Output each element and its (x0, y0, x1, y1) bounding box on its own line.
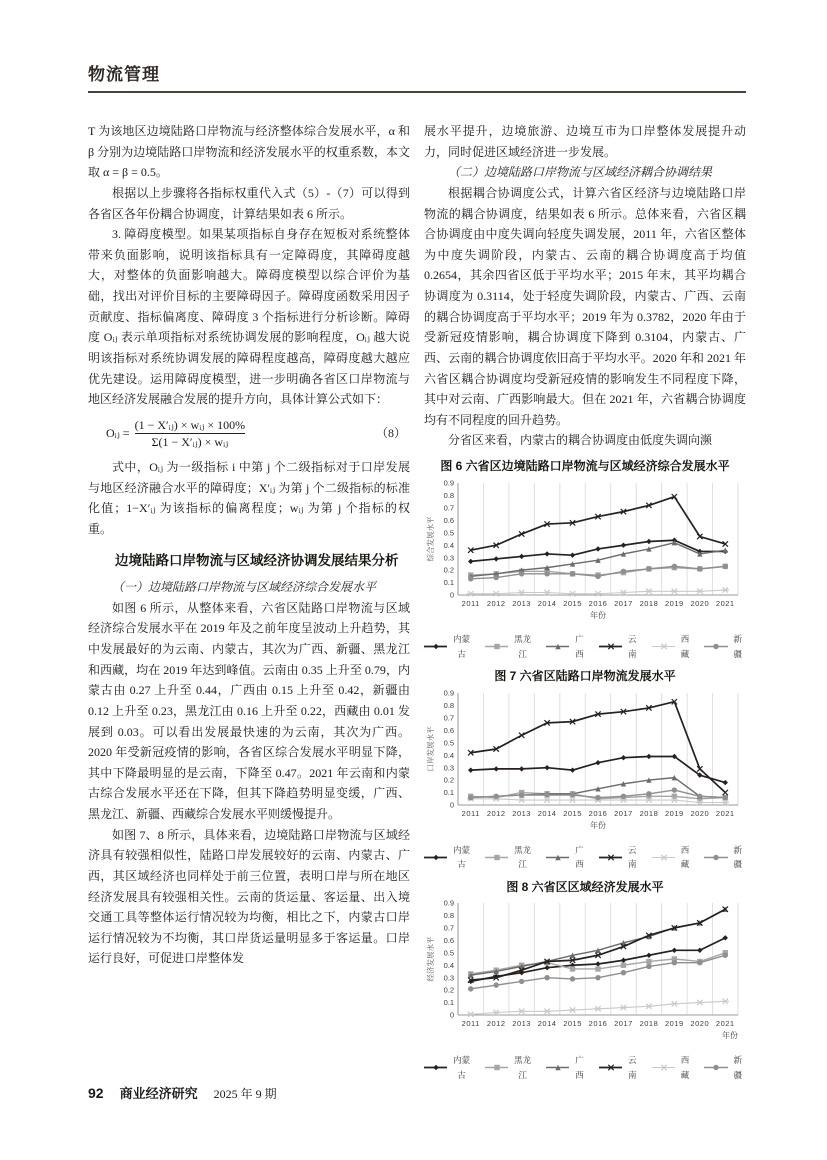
figure-6-chart (424, 477, 746, 662)
svg-text:0.6: 0.6 (443, 936, 454, 946)
svg-text:2017: 2017 (614, 1019, 633, 1029)
svg-text:2019: 2019 (665, 598, 684, 608)
legend-item (704, 632, 746, 661)
svg-text:2012: 2012 (486, 809, 506, 819)
legend-label: 黑龙江 (514, 634, 532, 659)
svg-text:0.6: 0.6 (443, 725, 454, 735)
page-body (88, 60, 746, 1082)
legend-label: 西藏 (680, 1055, 690, 1080)
figure-8 (424, 880, 746, 1082)
paragraph: 展水平提升，边境旅游、边境互市为口岸整体发展提升动力，同时促进区域经济进一步发展。 (424, 124, 746, 159)
svg-text:0.9: 0.9 (443, 688, 454, 698)
legend-label: 云南 (628, 1055, 637, 1080)
paragraph: 根据耦合协调度公式，计算六省区经济与边境陆路口岸物流的耦合协调度，结果如表 6 所示。总体来看，六省区耦合协调度由中度失调向轻度失调发展，2011 年，六省区整体为中度失调阶段，内蒙古、云南的耦合协调度高于均值 0.2654，其余四省区低于平均水平；2015 年末，其平均耦合协调度为 0.3114，处于轻度失调阶段，内蒙古、广西、云南的耦合协调度高于平均水平；2019 年为 0.3782，2020 年由于受新冠疫情影响，耦合协调度下降到 0.3104，内蒙古、广西、云南的耦合协调度依旧高于平均水平。2020 年和 2021 年六省区耦合协调度均受新冠疫情的影响发生不同程度下降，其中对云南、广西影响最大。但在 2021 年，六省耦合协调度均有不同程度的回升趋势。 (424, 185, 746, 427)
journal-issue: 2025 年 9 期 (213, 1087, 277, 1101)
svg-text:2012: 2012 (486, 598, 506, 608)
svg-text:0.4: 0.4 (443, 750, 454, 760)
chart-legend (424, 1053, 746, 1082)
sub-heading-1: （一）边境陆路口岸物流与区域经济综合发展水平 (112, 580, 377, 595)
svg-text:2019: 2019 (665, 1019, 684, 1029)
svg-text:2015: 2015 (563, 598, 582, 608)
legend-item (424, 632, 474, 661)
figure-6 (424, 459, 746, 661)
x-axis-label: 年份 (590, 610, 606, 620)
legend-label: 云南 (628, 634, 637, 659)
legend-label: 内蒙古 (453, 634, 471, 659)
legend-marker-icon (546, 1063, 569, 1072)
figure-7 (424, 669, 746, 871)
equation-fraction (135, 417, 246, 450)
svg-text:2013: 2013 (512, 809, 531, 819)
svg-text:0.7: 0.7 (443, 503, 454, 513)
series-西藏 (467, 999, 729, 1017)
legend-item (485, 1053, 535, 1082)
svg-text:0.1: 0.1 (443, 577, 454, 587)
legend-marker-icon (599, 1063, 622, 1072)
svg-text:2011: 2011 (461, 1019, 480, 1029)
right-column (424, 121, 746, 1082)
svg-text:2021: 2021 (715, 809, 735, 819)
page-footer (88, 1083, 746, 1102)
paragraph: 分省区来看，内蒙古的耦合协调度由低度失调向濒 (448, 433, 713, 448)
figure-8-chart (424, 897, 746, 1082)
legend-label: 广西 (575, 1055, 584, 1080)
chart-legend (424, 632, 746, 661)
svg-text:2020: 2020 (690, 1019, 710, 1029)
legend-label: 广西 (575, 844, 584, 870)
svg-text:2020: 2020 (690, 809, 710, 819)
svg-text:2016: 2016 (588, 809, 608, 819)
legend-marker-icon (485, 853, 508, 862)
x-axis-label: 年份 (722, 1031, 738, 1041)
legend-item (599, 1053, 641, 1082)
y-axis-label: 口岸发展水平 (426, 726, 435, 772)
svg-text:2018: 2018 (639, 1019, 659, 1029)
chart-legend (424, 843, 746, 872)
figure-8-caption: 图 8 六省区区域经济发展水平 (506, 879, 664, 894)
series-云南 (468, 699, 728, 795)
legend-item (652, 843, 694, 872)
legend-marker-icon (704, 642, 727, 651)
y-axis-label: 综合发展水平 (426, 516, 435, 562)
legend-label: 新疆 (733, 634, 743, 659)
equation-denominator: Σ(1 − X′ᵢⱼ) × wᵢⱼ (135, 433, 246, 450)
legend-item (652, 632, 694, 661)
two-column-layout (88, 121, 746, 1082)
svg-text:0.4: 0.4 (443, 540, 454, 550)
svg-text:0.5: 0.5 (443, 527, 454, 537)
legend-item (546, 843, 588, 872)
legend-label: 西藏 (680, 844, 690, 870)
svg-text:0.3: 0.3 (443, 763, 454, 773)
svg-text:0.2: 0.2 (443, 986, 454, 996)
legend-item (546, 1053, 588, 1082)
equation-numerator: (1 − X′ᵢⱼ) × wᵢⱼ × 100% (134, 417, 246, 432)
svg-text:2020: 2020 (690, 598, 710, 608)
legend-marker-icon (424, 853, 447, 862)
legend-marker-icon (485, 1063, 508, 1072)
left-column (88, 121, 410, 1082)
svg-text:0.2: 0.2 (443, 565, 454, 575)
legend-label: 广西 (575, 634, 584, 659)
legend-label: 云南 (628, 844, 637, 870)
legend-item (546, 632, 588, 661)
svg-text:2012: 2012 (486, 1019, 506, 1029)
svg-text:0.1: 0.1 (443, 998, 454, 1008)
svg-text:0.4: 0.4 (443, 961, 454, 971)
legend-item (485, 632, 535, 661)
equation-number: （8） (375, 426, 406, 441)
svg-text:2016: 2016 (588, 1019, 608, 1029)
chart-canvas (424, 897, 746, 1045)
svg-text:0: 0 (449, 800, 454, 810)
legend-marker-icon (652, 642, 675, 651)
svg-text:2018: 2018 (639, 809, 659, 819)
legend-marker-icon (599, 642, 622, 651)
column-section-header: 物流管理 (88, 60, 746, 93)
svg-text:2017: 2017 (614, 809, 633, 819)
legend-label: 西藏 (680, 634, 690, 659)
svg-text:2011: 2011 (461, 598, 480, 608)
svg-text:2016: 2016 (588, 598, 608, 608)
legend-label: 新疆 (733, 1055, 743, 1080)
equation-8 (106, 417, 410, 450)
legend-item (652, 1053, 694, 1082)
legend-marker-icon (485, 642, 508, 651)
paragraph: 如图 6 所示，从整体来看，六省区陆路口岸物流与区域经济综合发展水平在 2019 年及之前年度呈波动上升趋势，其中发展最好的为云南、内蒙古，其次为广西、新疆、黑龙江和西藏，均在 2019 年达到峰值。云南由 0.35 上升至 0.79，内蒙古由 0.27 上升至 0.44，广西由 0.15 上升至 0.42，新疆由 0.12 上升至 0.23，黑龙江由 0.16 上升至 0.22，西藏由 0.01 发展到 0.03。可以看出发展最快速的为云南，其次为广西。2020 年受新冠疫情的影响，各省区综合发展水平明显下降，其中下降最明显的是云南，下降至 0.47。2021 年云南和内蒙古综合发展水平还在下降，但其下降趋势明显变缓，广西、黑龙江、新疆、西藏综合发展水平则缓慢提升。 (88, 600, 410, 822)
section-heading: 边境陆路口岸物流与区域经济协调发展结果分析 (115, 552, 399, 568)
legend-item (424, 1053, 474, 1082)
legend-marker-icon (704, 1063, 727, 1072)
svg-text:2013: 2013 (512, 1019, 531, 1029)
legend-label: 内蒙古 (453, 844, 471, 870)
legend-marker-icon (546, 642, 569, 651)
svg-text:2014: 2014 (537, 1019, 557, 1029)
series-新疆 (468, 953, 728, 992)
legend-label: 黑龙江 (514, 1055, 532, 1080)
svg-text:2013: 2013 (512, 598, 531, 608)
svg-text:0.9: 0.9 (443, 478, 454, 488)
figure-6-caption: 图 6 六省区边境陆路口岸物流与区域经济综合发展水平 (440, 459, 730, 473)
svg-text:2015: 2015 (563, 1019, 582, 1029)
paragraph: 根据以上步骤将各指标权重代入式（5）-（7）可以得到各省区各年份耦合协调度，计算结果如表 6 所示。 (88, 185, 410, 221)
legend-marker-icon (599, 853, 622, 862)
svg-text:2018: 2018 (639, 598, 659, 608)
svg-text:0: 0 (449, 1011, 454, 1021)
legend-item (704, 843, 746, 872)
legend-marker-icon (652, 853, 675, 862)
equation-lhs: Oᵢⱼ = (106, 426, 130, 441)
legend-label: 内蒙古 (453, 1055, 471, 1080)
paragraph: 3. 障碍度模型。如果某项指标自身存在短板对系统整体带来负面影响，说明该指标具有一定障碍度，其障碍度越大，对整体的负面影响越大。障碍度模型以综合评价为基础，找出对评价目标的主要障碍因子。障碍度函数采用因子贡献度、指标偏离度、障碍度 3 个指标进行分析诊断。障碍度 Oᵢⱼ 表示单项指标对系统协调发展的影响程度，Oᵢⱼ 越大说明该指标对系统协调发展的障碍程度越高，障碍度越大越应优先建设。运用障碍度模型，进一步明确各省区口岸物流与地区经济发展融合发展的提升方向，具体计算公式如下： (88, 227, 410, 407)
figure-7-chart (424, 687, 746, 872)
legend-marker-icon (424, 642, 447, 651)
svg-text:0.3: 0.3 (443, 552, 454, 562)
svg-text:2014: 2014 (537, 598, 557, 608)
figure-7-caption: 图 7 六省区陆路口岸物流发展水平 (494, 669, 676, 684)
chart-canvas (424, 687, 746, 835)
svg-text:2015: 2015 (563, 809, 582, 819)
svg-text:2021: 2021 (715, 598, 735, 608)
svg-text:2017: 2017 (614, 598, 633, 608)
paragraph: T 为该地区边境陆路口岸物流与经济整体综合发展水平，α 和 β 分别为边境陆路口岸物流和经济发展水平的权重系数，本文取 α = β = 0.5。 (88, 124, 410, 180)
svg-text:0: 0 (449, 590, 454, 600)
svg-text:2019: 2019 (665, 809, 684, 819)
svg-text:0.5: 0.5 (443, 948, 454, 958)
sub-heading-2: （二）边境陆路口岸物流与区域经济耦合协调结果 (448, 165, 713, 180)
legend-marker-icon (704, 853, 727, 862)
series-云南 (468, 494, 728, 553)
paragraph: 如图 7、8 所示，具体来看，边境陆路口岸物流与区域经济具有较强相似性，陆路口岸发展较好的云南、内蒙古、广西，其区域经济也同样处于前三位置，表明口岸与所在地区经济发展具有较强相关性。云南的货运量、客运量、出入境交通工具等整体运行情况较为均衡，相比之下，内蒙古口岸运行情况较为不均衡，其口岸货运量明显多于客运量。口岸运行良好，可促进口岸整体发 (88, 827, 410, 966)
svg-text:0.8: 0.8 (443, 911, 454, 921)
legend-item (599, 632, 641, 661)
svg-text:0.8: 0.8 (443, 701, 454, 711)
legend-label: 黑龙江 (514, 844, 532, 870)
svg-text:2011: 2011 (461, 809, 480, 819)
page-number: 92 (88, 1085, 104, 1101)
legend-marker-icon (652, 1063, 675, 1072)
legend-item (485, 843, 535, 872)
svg-text:2014: 2014 (537, 809, 557, 819)
svg-text:0.5: 0.5 (443, 738, 454, 748)
svg-text:2021: 2021 (715, 1019, 735, 1029)
paragraph: 式中，Oᵢⱼ 为一级指标 i 中第 j 个二级指标对于口岸发展与地区经济融合水平的障碍度；X′ᵢⱼ 为第 j 个二级指标的标准化值；1−X′ᵢⱼ 为该指标的偏离程度；wᵢⱼ 为第 j 个指标的权重。 (88, 460, 410, 536)
legend-marker-icon (546, 853, 569, 862)
y-axis-label: 经济发展水平 (426, 936, 435, 982)
chart-canvas (424, 477, 746, 625)
legend-item (704, 1053, 746, 1082)
journal-name: 商业经济研究 (119, 1086, 198, 1101)
svg-text:0.9: 0.9 (443, 899, 454, 909)
legend-label: 新疆 (733, 844, 743, 870)
svg-text:0.3: 0.3 (443, 973, 454, 983)
legend-item (424, 843, 474, 872)
svg-text:0.7: 0.7 (443, 713, 454, 723)
svg-text:0.8: 0.8 (443, 490, 454, 500)
svg-text:0.6: 0.6 (443, 515, 454, 525)
x-axis-label: 年份 (590, 821, 606, 831)
legend-item (599, 843, 641, 872)
legend-marker-icon (424, 1063, 447, 1072)
svg-text:0.1: 0.1 (443, 788, 454, 798)
svg-text:0.2: 0.2 (443, 775, 454, 785)
svg-text:0.7: 0.7 (443, 923, 454, 933)
